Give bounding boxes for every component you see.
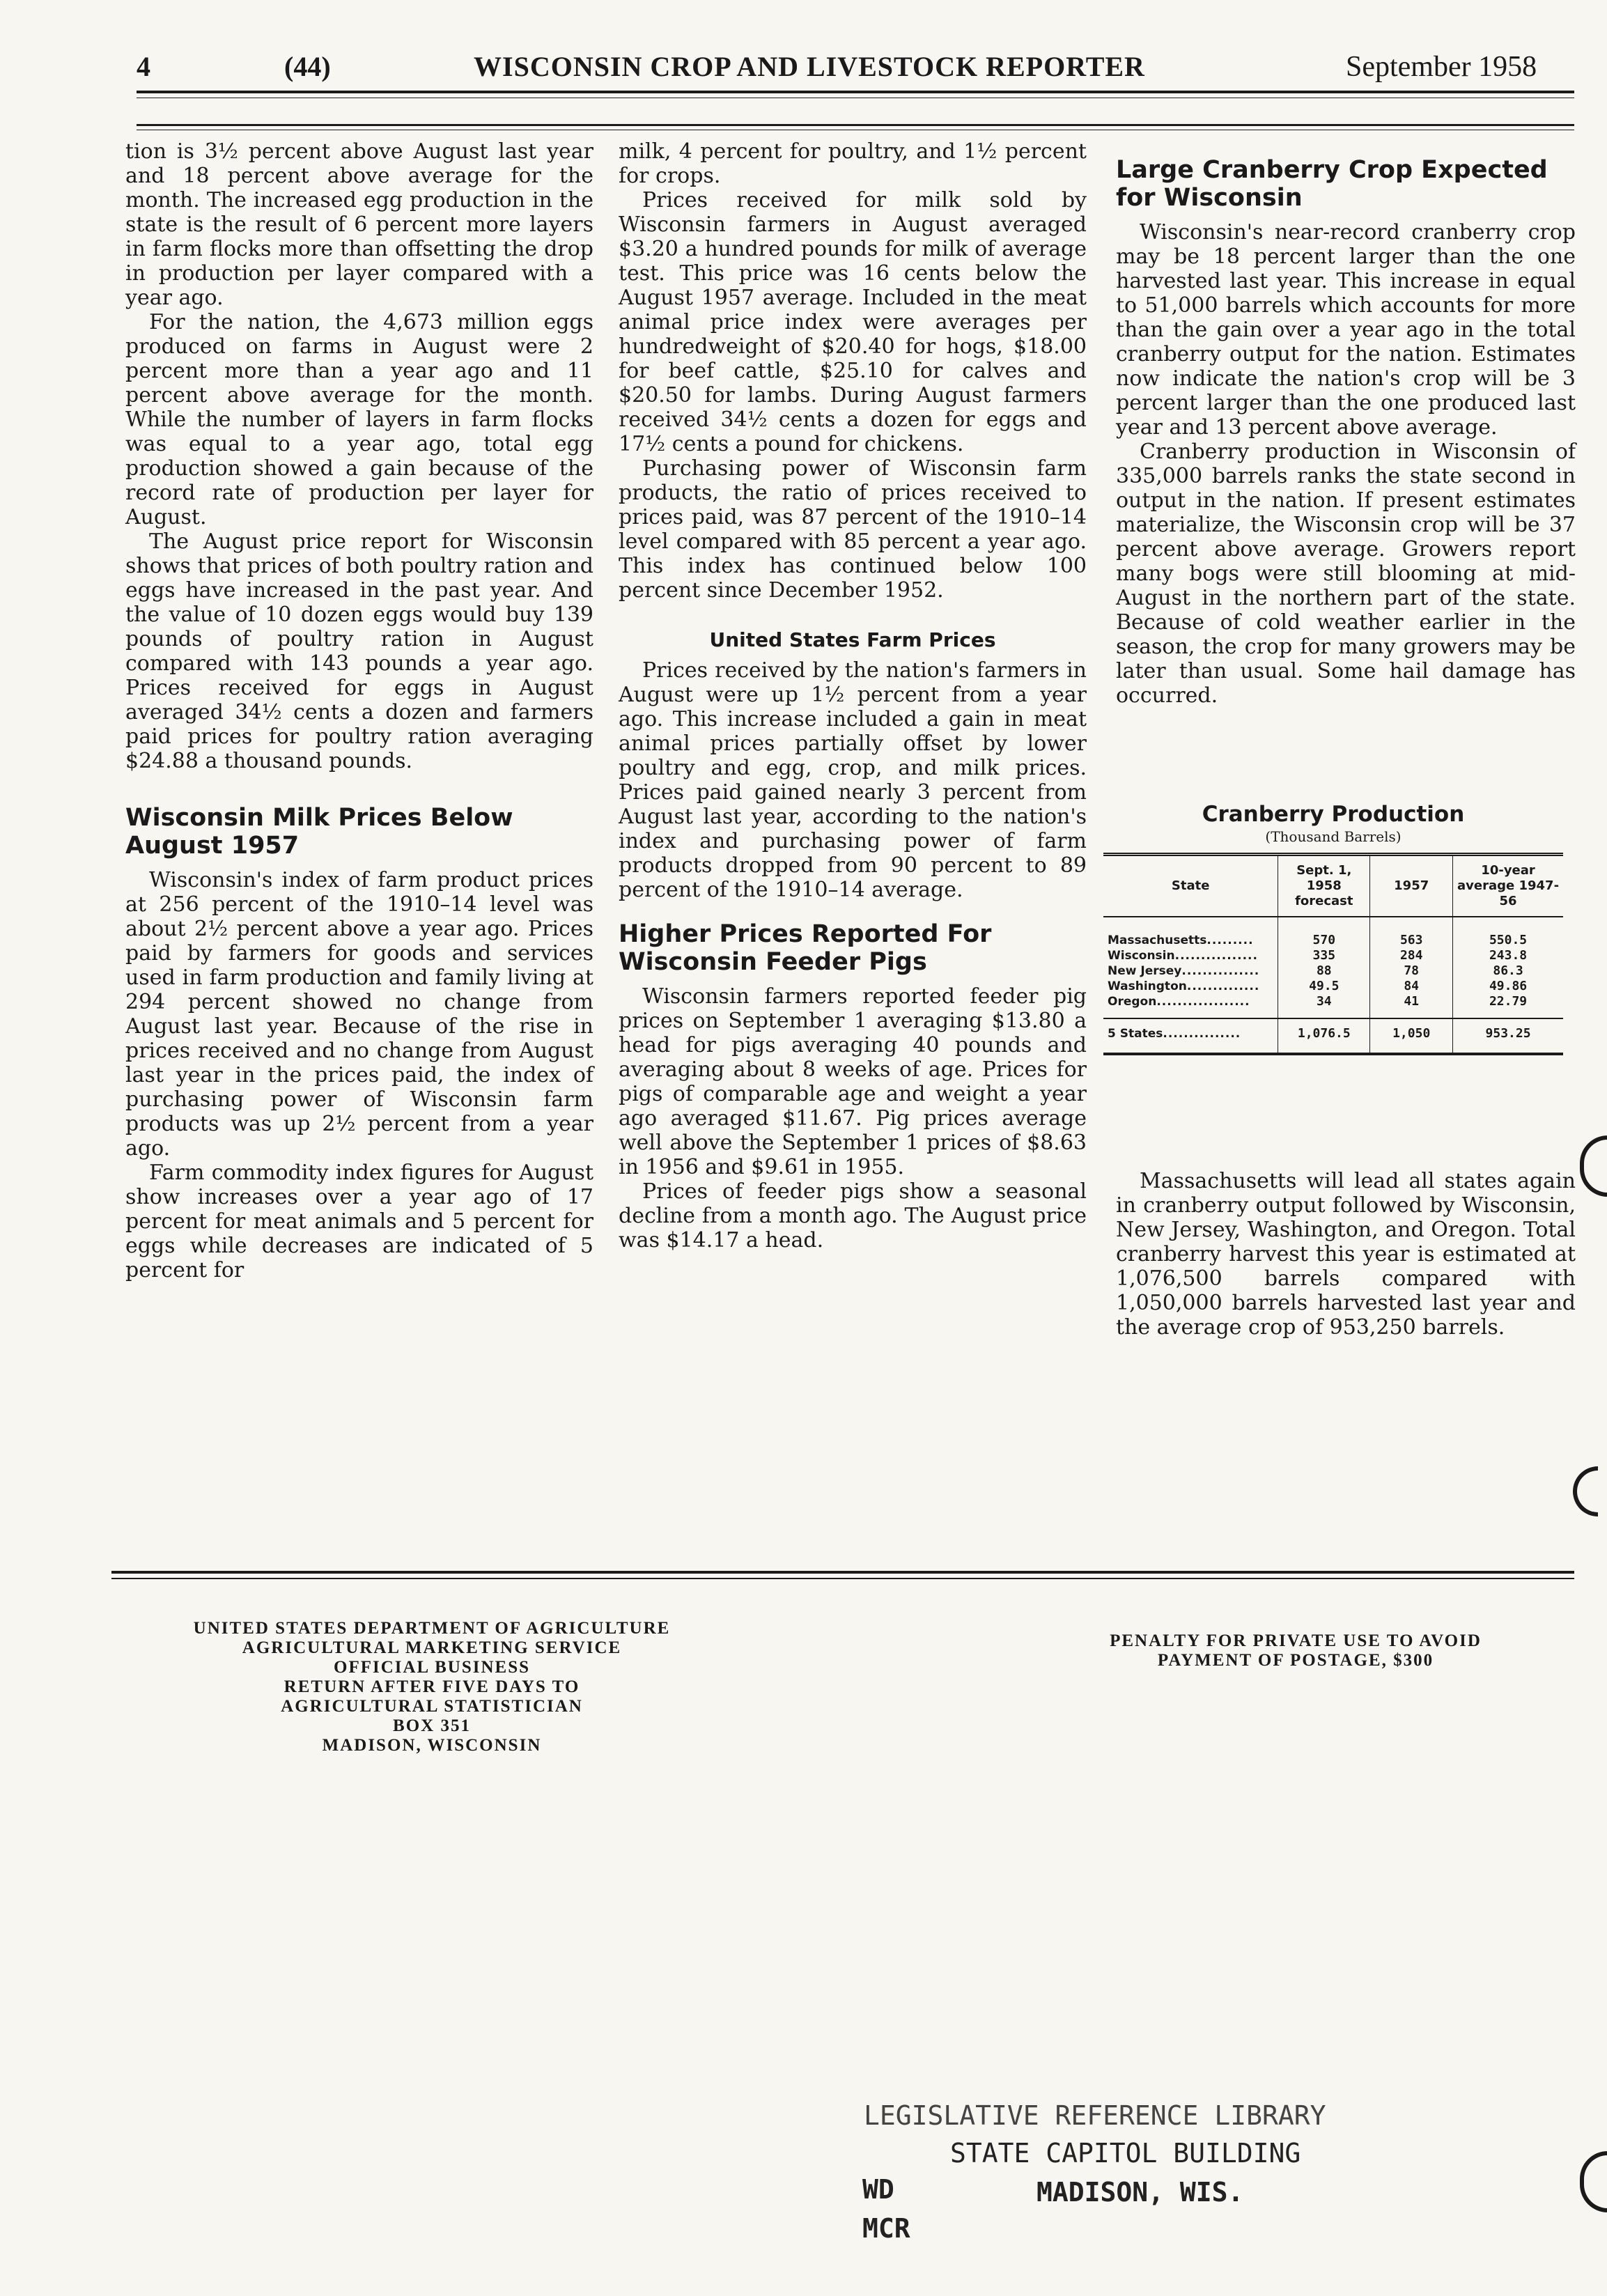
paragraph: Farm commodity index figures for August show increases over a year ago of 17 percent for meat animals and 5 percent for eggs while decreases are indicated of 5 percent for [125, 1161, 593, 1282]
headline-us-farm-prices: United States Farm Prices [709, 628, 996, 651]
column-header: 1957 [1370, 855, 1453, 917]
forecast-cell: 570 [1278, 917, 1370, 948]
return-address-line: AGRICULTURAL MARKETING SERVICE [242, 1638, 622, 1657]
paragraph: milk, 4 percent for poultry, and 1½ percent for crops. [619, 139, 1087, 188]
year-1957-cell: 41 [1370, 994, 1453, 1018]
column-header: State [1103, 855, 1278, 917]
table-title: Cranberry Production [1202, 802, 1465, 827]
year-1957-cell: 284 [1370, 948, 1453, 963]
header-rule-lower [137, 124, 1574, 126]
column-2 [619, 139, 1087, 1252]
postage-notice-line: PAYMENT OF POSTAGE, $300 [1157, 1651, 1434, 1670]
year-1957-cell: 1,050 [1370, 1018, 1453, 1054]
average-cell: 49.86 [1453, 979, 1563, 994]
return-address-line: MADISON, WISCONSIN [322, 1736, 542, 1755]
punch-hole [1580, 2151, 1607, 2212]
table-unit: (Thousand Barrels) [1265, 828, 1402, 845]
average-cell: 22.79 [1453, 994, 1563, 1018]
column-3 [1116, 156, 1576, 708]
footer-rule [111, 1571, 1574, 1574]
forecast-cell: 34 [1278, 994, 1370, 1018]
headline-feeder-pigs: Higher Prices Reported For Wisconsin Feeder Pigs [619, 920, 992, 976]
state-cell: 5 States............... [1103, 1018, 1278, 1054]
cranberry-production-table [1103, 853, 1563, 1055]
state-cell: New Jersey............... [1108, 964, 1260, 978]
average-cell: 243.8 [1453, 948, 1563, 963]
return-address-line: AGRICULTURAL STATISTICIAN [281, 1697, 583, 1716]
header-rule [137, 91, 1574, 93]
postage-notice [1024, 1631, 1567, 1670]
paragraph: Prices of feeder pigs show a seasonal decline from a month ago. The August price was $14.17 a head. [619, 1179, 1087, 1252]
table-row [1103, 994, 1563, 1018]
column-1 [125, 139, 593, 1282]
mark-wd: WD [862, 2174, 894, 2205]
average-cell: 953.25 [1453, 1018, 1563, 1054]
forecast-cell: 49.5 [1278, 979, 1370, 994]
paragraph: The August price report for Wisconsin shows that prices of both poultry ration and eggs have increased in the past year. And the value of 10 dozen eggs would buy 139 pounds of poultry ration in August compared with 143 pounds a year ago. Prices received for eggs in August averaged 34½ cents a dozen and farmers paid prices for poultry ration averaging $24.88 a thousand pounds. [125, 529, 593, 773]
table-row [1103, 917, 1563, 948]
punch-hole [1580, 1135, 1607, 1197]
state-cell: Wisconsin................ [1108, 949, 1258, 963]
return-address [104, 1619, 759, 1755]
state-cell: Washington.............. [1108, 979, 1260, 993]
paragraph: Purchasing power of Wisconsin farm products, the ratio of prices received to prices paid, was 87 percent of the 1910–14 level compared with 85 percent a year ago. This index has continued below 100 percent since December 1952. [619, 456, 1087, 603]
year-1957-cell: 563 [1370, 917, 1453, 948]
paragraph: Prices received for milk sold by Wisconsin farmers in August averaged $3.20 a hundred pounds for milk of average test. This price was 16 cents below the August 1957 average. Included in the meat animal price index were averages per hundredweight of $20.40 for hogs, $18.00 for beef cattle, $25.10 for calves and $20.50 for lambs. During August farmers received 34½ cents a dozen for eggs and 17½ cents a pound for chickens. [619, 188, 1087, 456]
year-1957-cell: 84 [1370, 979, 1453, 994]
address-line: LEGISLATIVE REFERENCE LIBRARY [864, 2100, 1326, 2131]
table-row [1103, 963, 1563, 979]
return-address-line: UNITED STATES DEPARTMENT OF AGRICULTURE [193, 1619, 671, 1638]
address-line: MADISON, WIS. [1037, 2177, 1244, 2208]
table-row [1103, 948, 1563, 963]
return-address-line: OFFICIAL BUSINESS [334, 1658, 530, 1677]
publication-title: WISCONSIN CROP AND LIVESTOCK REPORTER [474, 51, 1145, 82]
paragraph: Massachusetts will lead all states again in cranberry output followed by Wisconsin, New Jersey, Washington, and Oregon. Total cranberry harvest this year is estimated at 1,076,500 barrels compared with 1,050,000 barrels harvested last year and the average crop of 953,250 barrels. [1116, 1169, 1576, 1340]
postage-notice-line: PENALTY FOR PRIVATE USE TO AVOID [1110, 1631, 1482, 1650]
table-row [1103, 979, 1563, 994]
footer-rule-thin [111, 1578, 1574, 1579]
state-cell: Massachusetts......... [1108, 933, 1254, 947]
cranberry-summary [1116, 1169, 1576, 1340]
paragraph: tion is 3½ percent above August last year and 18 percent above average for the month. The increased egg production in the state is the result of 6 percent more layers in farm flocks more than offsetting the drop in production per layer compared with a year ago. [125, 139, 593, 310]
address-line: STATE CAPITOL BUILDING [950, 2138, 1301, 2169]
average-cell: 550.5 [1453, 917, 1563, 948]
forecast-cell: 335 [1278, 948, 1370, 963]
page-number: 4 [137, 51, 150, 82]
column-header: Sept. 1, 1958 forecast [1278, 855, 1370, 917]
table-total-row [1103, 1018, 1563, 1054]
paragraph: Prices received by the nation's farmers in August were up 1½ percent from a year ago. This increase included a gain in meat animal prices partially offset by lower poultry and egg, crop, and milk prices. Prices paid gained nearly 3 percent from August last year, according to the nation's index and purchasing power of farm products dropped from 90 percent to 89 percent of the 1910–14 average. [619, 658, 1087, 902]
headline-milk-prices: Wisconsin Milk Prices Below August 1957 [125, 804, 513, 860]
paragraph: Cranberry production in Wisconsin of 335,000 barrels ranks the state second in output in the nation. If present estimates materialize, the Wisconsin crop will be 37 percent above average. Growers report many bogs were still blooming at mid-August in the northern part of the state. Because of cold weather earlier in the season, the crop for many growers may be later than usual. Some hail damage has occurred. [1116, 440, 1576, 708]
return-address-line: BOX 351 [393, 1716, 471, 1735]
forecast-cell: 88 [1278, 963, 1370, 979]
state-cell: Oregon.................. [1108, 995, 1250, 1009]
paragraph: Wisconsin farmers reported feeder pig prices on September 1 averaging $13.80 a head for pigs averaging 40 pounds and averaging about 8 weeks of age. Prices for pigs of comparable age and weight a year ago averaged $11.67. Pig prices average well above the September 1 prices of $8.63 in 1956 and $9.61 in 1955. [619, 984, 1087, 1179]
mailing-label [864, 2097, 1326, 2172]
issue-date: September 1958 [1346, 51, 1537, 83]
paragraph: Wisconsin's near-record cranberry crop may be 18 percent larger than the one harvested last year. This increase in equal to 51,000 barrels which accounts for more than the gain over a year ago in the total cranberry output for the nation. Estimates now indicate the nation's crop will be 3 percent larger than the one produced last year and 13 percent above average. [1116, 220, 1576, 440]
mark-mcr: MCR [862, 2213, 910, 2244]
page-paren-number: (44) [284, 51, 331, 82]
cranberry-table-block [1103, 801, 1563, 1055]
paragraph: For the nation, the 4,673 million eggs produced on farms in August were 2 percent more than a year ago and 11 percent above average for the month. While the number of layers in farm flocks was equal to a year ago, total egg production showed a gain because of the record rate of production per layer for August. [125, 310, 593, 529]
headline-cranberry: Large Cranberry Crop Expected for Wisconsin [1116, 156, 1548, 212]
return-address-line: RETURN AFTER FIVE DAYS TO [284, 1677, 580, 1696]
paragraph: Wisconsin's index of farm product prices at 256 percent of the 1910–14 level was about 2½ percent above a year ago. Prices paid by farmers for goods and services used in farm production and family living at 294 percent showed no change from August last year. Because of the rise in prices received and no change from August last year in the prices paid, the index of purchasing power of Wisconsin farm products was up 2½ percent from a year ago. [125, 868, 593, 1161]
year-1957-cell: 78 [1370, 963, 1453, 979]
forecast-cell: 1,076.5 [1278, 1018, 1370, 1054]
average-cell: 86.3 [1453, 963, 1563, 979]
column-header: 10-year average 1947-56 [1453, 855, 1563, 917]
punch-hole [1573, 1466, 1598, 1517]
